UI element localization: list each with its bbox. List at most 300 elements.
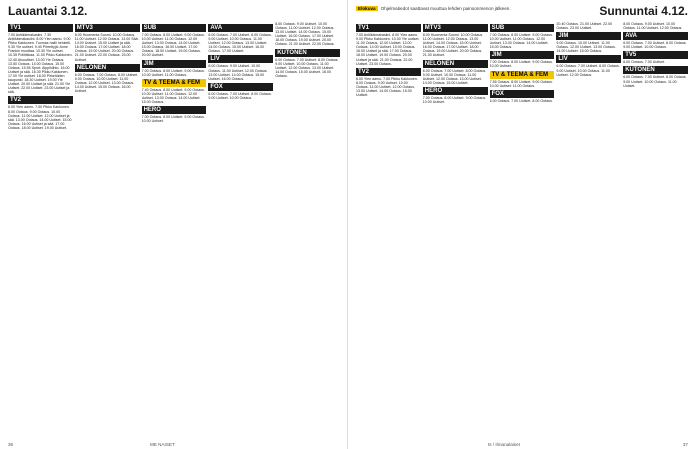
program-entry: 11.00 Uutiset.: [623, 79, 677, 88]
program-entry: 6.00 Ootaus.: [422, 68, 444, 73]
program-entry: 21.00 Ootaus.: [379, 57, 403, 62]
program-entry: 21.00 Uutiset.: [422, 53, 445, 58]
program-list: [8, 33, 73, 94]
channel-heading: TV5: [623, 51, 688, 59]
program-entry: 11.00 Uutiset.: [636, 26, 659, 31]
program-entry: 12.00 Ootaus.: [288, 65, 311, 70]
program-entry: 8.00 Uutiset.: [511, 60, 532, 65]
program-entry: 10.00 Ootaus.: [296, 61, 319, 66]
program-entry: 12.40 Aluuutiset.: [8, 57, 35, 62]
program-entry: 9.00 Uutiset.: [623, 45, 644, 50]
program-entry: 9.00 Uutiset.: [644, 22, 665, 26]
program-list: [75, 33, 140, 62]
channel-heading: LIV: [556, 55, 621, 63]
channel-heading: KUTONEN: [275, 49, 340, 57]
program-entry: 9.00 Pikku Kakkonen.: [356, 37, 391, 42]
program-entry: 6.00 Ootaus.: [74, 72, 96, 77]
program-list: [208, 92, 273, 100]
program-entry: 18.00 Ootaus.: [422, 45, 479, 54]
program-entry: 21.00 Uutiset.: [288, 42, 311, 47]
program-entry: 11.00 Uutiset.: [208, 37, 262, 46]
notice-text: Ohjelmatiedot saattavat muuttua lehden painoonmenon jälkeen.: [380, 6, 511, 11]
listing-column: [142, 22, 207, 437]
program-list: [75, 73, 140, 93]
program-entry: 14.00 Uutiset.: [526, 41, 549, 46]
program-entry: 9.00 Uutiset.: [556, 68, 577, 73]
program-list: [142, 88, 207, 104]
program-entry: 10.00 Uutiset.: [141, 91, 164, 96]
program-entry: 17.00 Ootaus.: [141, 45, 198, 54]
program-entry: 12.00 Ootaus.: [97, 37, 121, 42]
program-list: [142, 33, 207, 58]
program-entry: 12.00 Ootaus.: [569, 72, 593, 77]
program-entry: 9.00 Ootaus.: [532, 79, 553, 84]
program-entry: 19.00 Uutiset.: [88, 49, 111, 54]
program-entry: 15.55 Sport: Alppihiihto.: [21, 65, 60, 70]
program-entry: 9.00 Ootaus.: [184, 115, 205, 120]
program-entry: 8.00 Uutiset.: [163, 68, 184, 73]
program-entry: 20.00 Ootaus.: [275, 38, 331, 47]
channel-heading: TV & TEEMA & FEM: [490, 71, 555, 79]
program-entry: 11.00 Uutiset.: [556, 68, 610, 77]
program-entry: 21.00 Uutiset.: [579, 22, 603, 26]
program-entry: 13.00 Ootaus.: [154, 41, 178, 46]
program-entry: 8.00 Uutiset.: [444, 95, 465, 100]
program-entry: 16.00 Ootaus.: [275, 69, 331, 78]
program-entry: 13.00 Sää.: [121, 37, 139, 42]
program-entry: 16.00 Uutiset ja sää.: [356, 49, 389, 54]
channel-heading: HERO: [142, 106, 207, 114]
program-entry: 13.00 Ootaus.: [593, 45, 616, 50]
channel-heading: TV2: [356, 68, 421, 76]
program-entry: 9.00 Uutiset.: [208, 37, 229, 42]
program-entry: 20.00 Uutiset.: [141, 53, 164, 58]
channel-heading: JIM: [142, 60, 207, 68]
program-entry: 14.00 Uutiset.: [74, 84, 97, 89]
program-entry: 7.00 Uutiset.: [577, 64, 599, 69]
program-entry: 12.00 Uutiset.: [141, 91, 198, 100]
program-entry: 8.00 Uutiset.: [163, 115, 184, 120]
program-entry: 6.00 Ootaus.: [275, 57, 296, 62]
notice-line: [356, 6, 511, 11]
tv-listing-columns: [8, 22, 340, 437]
program-entry: 11.00 Uutiset.: [275, 61, 329, 70]
program-entry: 15.00 Uutiset.: [446, 80, 469, 85]
program-entry: 7.00 Uutiset.: [511, 98, 532, 103]
program-entry: 13.00 Uutiset.: [208, 72, 231, 77]
program-entry: 6.00 Ootaus.: [623, 60, 644, 65]
program-entry: 19.00 Uutiset.: [436, 49, 459, 54]
program-entry: 11.00 Uutiset.: [74, 37, 97, 42]
program-entry: 8.00 Ootaus.: [465, 68, 487, 73]
program-entry: 18.00 Ootaus.: [275, 38, 298, 43]
program-entry: 9.00 Ootaus.: [532, 33, 553, 37]
program-entry: 8.00 Ootaus.: [623, 22, 644, 26]
listing-column: [490, 22, 555, 437]
program-entry: 14.00 Uutiset.: [74, 41, 97, 46]
program-entry: 14.00 Ootaus.: [422, 80, 446, 85]
program-entry: 15.00 Ootaus.: [141, 45, 165, 50]
program-entry: 6.00 Ootaus.: [556, 64, 577, 69]
program-entry: 20.00 Uutiset ja sää.: [356, 53, 412, 62]
program-entry: 7.00 Ootaus.: [489, 33, 511, 37]
page-date: Sunnuntai 4.12.: [599, 4, 688, 18]
program-entry: 6.00 Ootaus.: [623, 41, 644, 46]
program-list: [208, 64, 273, 80]
program-entry: 17.00 Uutiset.: [98, 45, 121, 50]
program-entry: 8.00 Ootaus.: [208, 64, 229, 69]
program-entry: 8.00 Ootaus.: [317, 57, 339, 62]
program-entry: 7.00 Ootaus.: [141, 68, 163, 73]
program-entry: 6.00 Ylen aamu.: [356, 76, 383, 81]
program-entry: 7.00 Uutiset.: [644, 60, 665, 65]
program-entry: 8.00 Ootaus.: [275, 22, 296, 26]
program-entry: 22.00 Ootaus.: [97, 53, 121, 58]
program-entry: 19.00 Yle Uutiset.: [8, 78, 63, 87]
program-entry: 8.00 Ootaus.: [665, 41, 687, 46]
program-entry: 10.00 Ootaus.: [443, 72, 467, 77]
program-entry: 17.00 Uutiset.: [446, 45, 469, 50]
program-entry: Tuomas hallii hehkeili.: [35, 41, 71, 46]
page-number: 36: [8, 442, 14, 447]
program-entry: 7.00 Pikku Kakkonen.: [35, 105, 70, 110]
program-entry: 14.00 Uutiset.: [39, 117, 62, 122]
program-entry: 17.00 Ootaus.: [389, 49, 413, 54]
program-entry: 8.00 Ootaus.: [8, 109, 29, 114]
program-entry: 7.00 Uutiset.: [296, 57, 317, 62]
program-entry: 9.00 Ootaus.: [532, 60, 553, 65]
program-list: [423, 96, 488, 104]
program-entry: 10.00 Uutiset.: [577, 41, 601, 46]
program-entry: 9.00 Ootaus.: [184, 33, 205, 37]
program-list: [556, 41, 621, 53]
channel-heading: TV & TEEMA & FEM: [142, 79, 207, 87]
program-entry: 8.00 Ootaus.: [356, 80, 377, 85]
program-list: [423, 69, 488, 85]
program-entry: 15.00 Ootaus.: [8, 117, 72, 126]
program-entry: 15.00 Ootaus.: [489, 45, 513, 50]
program-entry: 11.00 Uutiset.: [288, 26, 311, 31]
program-entry: 6.00 Ootaus.: [489, 98, 511, 103]
program-entry: 13.00 Yle Ootaus.: [35, 57, 65, 62]
program-entry: 16.00 Uutiset.: [165, 45, 188, 50]
channel-heading: SUB: [142, 24, 207, 32]
program-entry: 13.00 Ootaus.: [502, 41, 526, 46]
program-entry: 15.00 Uutiset.: [459, 41, 482, 46]
program-entry: 8.00 Uutiset.: [117, 72, 139, 77]
program-entry: 22.00 Ootaus.: [556, 22, 613, 31]
program-entry: 7.00 Antiikkimakasiini.: [8, 33, 44, 37]
program-entry: 10.00 Ootaus.: [208, 64, 261, 73]
program-entry: 7.00 Uutiset.: [644, 75, 665, 80]
program-entry: 23.00 Uutiset ja sää.: [8, 86, 70, 95]
program-entry: 9.00 Uutiset.: [623, 79, 644, 84]
program-entry: 16.30 Pikku Kakkonen.: [31, 69, 69, 74]
program-entry: 13.00 Uutiset.: [422, 37, 479, 46]
program-entry: 12.00 Uutiset ja sää.: [8, 113, 70, 122]
program-entry: 10.00 Ootaus.: [356, 80, 408, 89]
program-entry: 8.00 Ootaus.: [251, 91, 272, 96]
page-number: 37: [682, 442, 688, 447]
program-entry: 8.00 Uutiset.: [163, 87, 184, 92]
program-entry: 12.00 Ootaus.: [244, 68, 268, 73]
program-entry: 9.00 Uutiset.: [275, 61, 296, 66]
program-entry: 18.30 Uutiset.: [24, 78, 47, 83]
program-entry: 11.00 Ootaus.: [512, 83, 536, 88]
program-entry: 7.00 Uutiset.: [229, 33, 251, 37]
program-entry: 10.00 Uutiset.: [489, 64, 512, 69]
channel-heading: HERO: [423, 87, 488, 95]
program-entry: 17.00 Yle uutiset.: [8, 73, 36, 78]
channel-heading: AVA: [623, 32, 688, 40]
channel-heading: TV1: [8, 24, 73, 32]
program-entry: 11.00 Ootaus.: [556, 41, 610, 50]
program-entry: 16.00 Uutiset.: [74, 84, 131, 94]
channel-heading: FOX: [490, 90, 555, 98]
program-entry: 9.30 Yle uutiset.: [8, 45, 34, 50]
program-entry: 14.00 Uutiset.: [556, 49, 579, 54]
program-list: [208, 33, 273, 53]
program-entry: 10.00 Ootaus.: [577, 68, 601, 73]
program-entry: 20.00 Ootaus.: [111, 49, 135, 54]
channel-heading: MTV3: [423, 24, 488, 32]
program-entry: 10.00 Ootaus.: [275, 22, 327, 31]
program-entry: 18.00 Pirkelöiden kaupunki.: [8, 73, 65, 83]
program-list: [623, 41, 688, 49]
program-entry: 9.00 Pikku Kakkonen.: [8, 37, 71, 46]
program-list: [623, 22, 688, 30]
program-entry: 16.00 Ootaus.: [422, 45, 446, 50]
channel-heading: NELONEN: [423, 60, 488, 68]
program-entry: 10.00 Uutiset.: [141, 119, 164, 124]
program-entry: 9.00 Ootaus.: [556, 41, 577, 46]
program-entry: 15.00 Uutiset ja sää.: [97, 41, 131, 46]
footer-brand: ME NAISET: [150, 442, 175, 447]
program-entry: 14.00 Ootaus.: [208, 45, 231, 50]
program-entry: 17.00 Uutiset.: [311, 34, 335, 39]
notice-label: Elokuva: [358, 6, 376, 11]
program-entry: 11.00 Ootaus.: [512, 37, 536, 42]
program-entry: 18.00 Uutiset.: [356, 53, 379, 58]
program-entry: 15.00 Ootaus.: [8, 61, 65, 70]
program-entry: 23.00 Uutiset.: [74, 53, 131, 62]
program-entry: 10.30 Yle uutiset.: [35, 49, 64, 54]
program-entry: 20.00 Uutiset ja sää.: [21, 82, 54, 87]
program-entry: 17.00 Uutiset.: [221, 49, 245, 54]
program-entry: 16.00 Ootaus.: [208, 45, 265, 54]
program-entry: 11.00 Uutiset.: [221, 68, 244, 73]
program-entry: 16.00 Ootaus.: [288, 34, 311, 39]
program-entry: 8.00 Huomenta Suomi.: [74, 33, 112, 37]
program-entry: 20.40 Ootaus.: [556, 22, 579, 26]
program-entry: 10.00 Ootaus.: [229, 95, 253, 100]
channel-heading: AVA: [208, 24, 273, 32]
program-entry: 21.00 Yle Uutiset.: [8, 82, 71, 91]
program-entry: 14.00 Ootaus.: [379, 89, 402, 94]
program-entry: 14.00 Ootaus.: [231, 72, 255, 77]
program-list: [556, 22, 621, 30]
program-entry: 16.00 Uutiset ja sää.: [8, 65, 70, 74]
program-entry: 9.00 Uutiset.: [208, 95, 229, 100]
program-entry: 13.50 Ootaus.: [8, 61, 31, 66]
program-entry: 16.00 Uutiset ja sää.: [21, 121, 55, 126]
program-entry: 7.30 Antiikkimakasiini.: [8, 33, 52, 42]
program-entry: 7.00 Antiikkimakasiini.: [356, 33, 392, 37]
program-entry: 16.00 Ootaus.: [221, 76, 245, 81]
program-entry: 9.00 Ootaus.: [74, 76, 96, 81]
channel-heading: JIM: [490, 51, 555, 59]
program-entry: 6.00 Ylen aamu.: [8, 105, 35, 110]
listing-column: [423, 22, 488, 437]
channel-heading: NELONEN: [75, 64, 140, 72]
program-entry: 9.00 Ootaus.: [184, 68, 205, 73]
program-entry: 19.00 Ootaus.: [178, 49, 201, 54]
program-entry: 14.00 Uutiset.: [178, 41, 201, 46]
program-entry: 15.00 Uutiset.: [208, 72, 265, 81]
program-entry: 14.00 Ootaus.: [298, 30, 321, 35]
program-list: [490, 60, 555, 68]
program-entry: 10.00 Ootaus.: [644, 45, 667, 50]
program-entry: 12.00 Ootaus.: [445, 37, 469, 42]
program-entry: 10.00 Ootaus.: [623, 22, 675, 31]
program-entry: 11.00 Uutiset.: [369, 84, 392, 89]
channel-heading: SUB: [490, 24, 555, 32]
program-entry: 9.00 Uutiset.: [422, 72, 443, 77]
channel-heading: FOX: [208, 83, 273, 91]
channel-heading: TV1: [356, 24, 421, 32]
program-entry: 8.00 Huomenta Suomi.: [422, 33, 460, 37]
program-entry: 12.00 Uutiset.: [88, 80, 111, 85]
program-entry: 11.00 Ootaus.: [356, 41, 379, 46]
program-entry: 22.00 Uutiset.: [21, 86, 44, 91]
program-entry: 13.00 Uutiset.: [311, 65, 335, 70]
program-entry: 7.00 Ootaus.: [422, 95, 444, 100]
program-list: [556, 64, 621, 76]
program-entry: 15.00 Ootaus.: [97, 84, 121, 89]
program-entry: 15.00 Uutiset.: [356, 89, 412, 98]
program-entry: 23.00 Ootaus.: [369, 61, 392, 66]
program-list: [142, 69, 207, 77]
program-entry: 6.00 Ootaus.: [208, 33, 229, 37]
program-entry: 11.00 Ootaus.: [164, 37, 188, 42]
program-entry: 13.00 Ootaus.: [111, 80, 135, 85]
page-date: Lauantai 3.12.: [8, 4, 88, 18]
program-entry: 8.00 Ootaus.: [665, 75, 687, 80]
program-entry: 19.00 Uutiset.: [298, 38, 321, 43]
program-entry: 9.00 Ootaus.: [465, 95, 487, 100]
program-entry: 9.00 Ootaus.: [184, 87, 205, 92]
tv-listing-columns: [356, 22, 688, 437]
program-entry: 13.00 Uutiset.: [245, 41, 268, 46]
program-entry: 8.00 Ootaus.: [251, 33, 272, 37]
program-entry: 22.00 Ootaus.: [311, 42, 335, 47]
program-entry: 10.00 Uutiset.: [489, 37, 512, 42]
program-entry: 10.00 Ootaus.: [644, 79, 667, 84]
program-entry: 7.40 Ootaus.: [141, 87, 163, 92]
program-entry: 9.00 Ootaus.: [29, 109, 51, 114]
program-entry: 13.00 Uutiset.: [356, 89, 379, 94]
program-entry: 12.00 Uutiset.: [489, 37, 546, 46]
program-entry: 20.00 Ootaus.: [459, 49, 483, 54]
program-entry: 8.00 Ylen aamu.: [36, 37, 63, 42]
program-entry: 9.00 Uutiset.: [296, 22, 317, 26]
program-entry: 11.00 Ootaus.: [164, 72, 188, 77]
channel-heading: MTV3: [75, 24, 140, 32]
program-entry: 9.40 Piirrettyjä: Anne Frankin muuttaa.: [8, 45, 68, 54]
program-list: [423, 33, 488, 58]
program-entry: 8.00 Uutiset.: [511, 79, 532, 84]
program-entry: 7.00 Ootaus.: [141, 115, 163, 120]
program-entry: 10.00 Uutiset.: [96, 76, 119, 81]
program-entry: 12.00 Ootaus.: [659, 26, 683, 31]
program-list: [356, 77, 421, 97]
program-list: [275, 58, 340, 78]
program-entry: 10.00 Ootaus.: [112, 33, 136, 37]
listing-column: [356, 22, 421, 437]
program-entry: 10.35 Politiikkaa.: [8, 53, 36, 58]
program-list: [490, 33, 555, 49]
program-entry: 10.00 Uutiset.: [141, 37, 164, 42]
right-page-header: [356, 4, 688, 18]
listing-column: [556, 22, 621, 437]
program-list: [356, 33, 421, 66]
program-entry: 7.00 Ootaus.: [96, 72, 117, 77]
left-page-header: [8, 4, 340, 18]
program-entry: 15.00 Ootaus.: [579, 49, 603, 54]
program-entry: 7.00 Pikku Kakkonen.: [383, 76, 418, 81]
program-entry: 12.00 Ootaus.: [435, 76, 459, 81]
channel-heading: JIM: [556, 32, 621, 40]
program-entry: 14.00 Uutiset.: [178, 95, 201, 100]
program-list: [490, 99, 555, 103]
program-entry: 15.00 Uutiset.: [275, 30, 331, 39]
program-entry: 7.00 Uutiset.: [644, 41, 665, 46]
program-entry: 11.00 Uutiset.: [422, 37, 445, 42]
program-entry: 15.00 Ootaus.: [392, 45, 416, 50]
program-entry: 8.00 Ylen aamu.: [392, 33, 419, 37]
program-entry: 12.00 Ootaus.: [221, 41, 245, 46]
program-entry: 13.00 Uutiset.: [459, 76, 482, 81]
listing-column: [8, 22, 73, 437]
program-entry: 19.00 Uutiset.: [44, 125, 67, 130]
program-entry: 7.00 Ootaus.: [489, 60, 511, 65]
right-page: [348, 0, 696, 449]
program-entry: 10.00 Ootaus.: [8, 109, 61, 118]
program-entry: 12.00 Ootaus.: [392, 84, 416, 89]
program-list: [623, 75, 688, 87]
program-entry: 9.00 Uutiset.: [377, 80, 398, 85]
program-entry: 10.00 Yle uutiset.: [391, 37, 420, 42]
channel-heading: LIV: [208, 55, 273, 63]
program-entry: 11.00 Pikku Kakkonen.: [36, 53, 73, 58]
program-entry: 10.00 Uutiset.: [422, 100, 445, 105]
program-list: [8, 105, 73, 130]
listing-column: [623, 22, 688, 437]
program-list: [623, 60, 688, 64]
program-entry: 7.00 Ootaus.: [141, 33, 163, 37]
program-entry: 7.00 Uutiset.: [229, 91, 251, 96]
listing-column: [75, 22, 140, 437]
program-entry: 6.00 Ootaus.: [208, 91, 229, 96]
program-entry: 14.00 Uutiset.: [369, 45, 392, 50]
program-entry: 21.00 Uutiset.: [74, 53, 97, 58]
program-entry: 7.55 Ootaus.: [489, 79, 511, 84]
program-entry: 12.00 Uutiset.: [379, 41, 402, 46]
program-entry: 13.00 Ootaus.: [356, 41, 412, 50]
program-entry: 14.00 Ootaus.: [31, 61, 55, 66]
program-entry: 13.00 Ootaus.: [154, 95, 178, 100]
program-entry: 19.00 Ootaus.: [379, 53, 402, 58]
